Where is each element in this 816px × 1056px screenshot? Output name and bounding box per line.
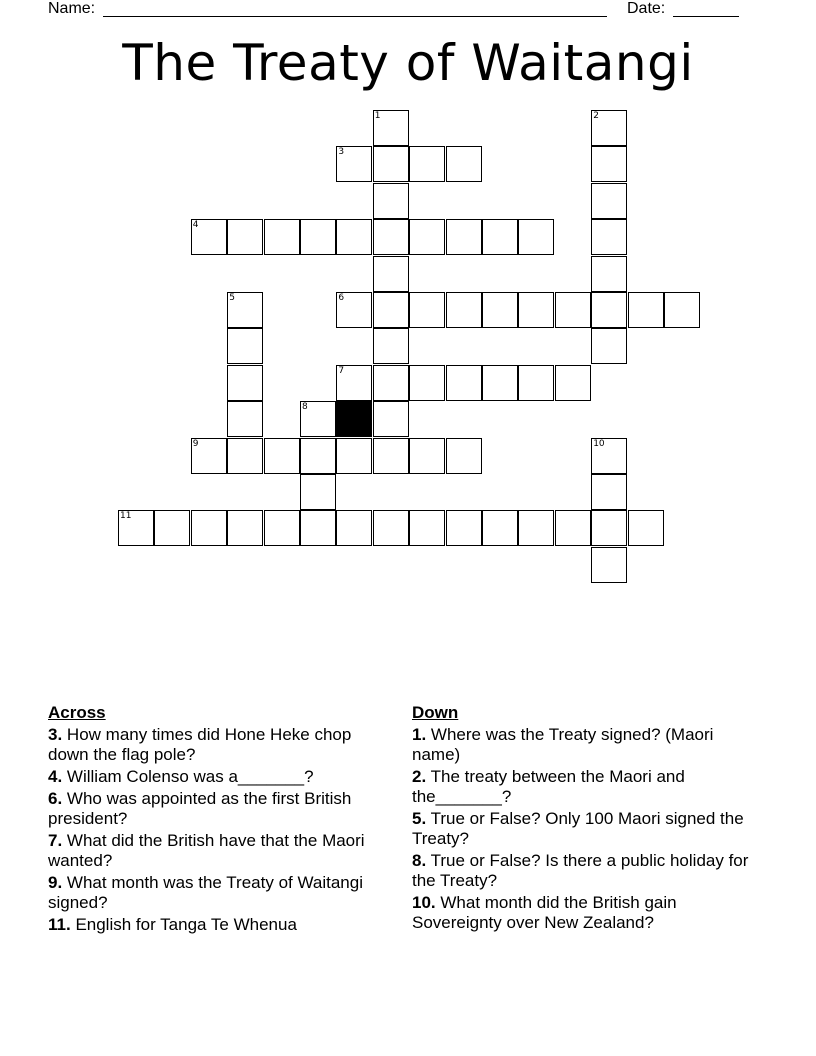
grid-cell[interactable] [373, 365, 409, 401]
grid-cell[interactable] [409, 146, 445, 182]
clue-text: What month did the British gain Sovereignty over New Zealand? [412, 893, 677, 932]
grid-cell[interactable] [191, 438, 227, 474]
clue-text: English for Tanga Te Whenua [75, 915, 297, 934]
grid-cell[interactable] [336, 219, 372, 255]
clue-number: 3. [48, 725, 63, 744]
clue-down-8 [412, 851, 752, 891]
grid-cell[interactable] [373, 328, 409, 364]
grid-cell[interactable] [227, 365, 263, 401]
grid-cell[interactable] [373, 510, 409, 546]
clue-across-4 [48, 767, 378, 787]
grid-cell[interactable] [264, 219, 300, 255]
grid-cell[interactable] [482, 365, 518, 401]
grid-cell[interactable] [373, 438, 409, 474]
grid-cell[interactable] [446, 365, 482, 401]
cell-number: 3 [338, 147, 345, 158]
grid-cell[interactable] [555, 365, 591, 401]
grid-cell[interactable] [591, 110, 627, 146]
grid-cell[interactable] [373, 401, 409, 437]
clue-text: Where was the Treaty signed? (Maori name) [412, 725, 714, 764]
clue-number: 9. [48, 873, 63, 892]
cell-number: 9 [192, 438, 199, 449]
cell-number: 5 [229, 293, 235, 303]
grid-cell[interactable] [446, 146, 482, 182]
grid-cell[interactable] [409, 510, 445, 546]
grid-cell[interactable] [446, 219, 482, 255]
clue-number: 1. [412, 725, 427, 744]
cell-number: 6 [338, 293, 345, 303]
grid-cell[interactable] [300, 510, 336, 546]
grid-cell[interactable] [518, 510, 554, 546]
grid-cell[interactable] [336, 365, 372, 401]
name-label: Name: [48, 0, 96, 17]
grid-cell[interactable] [227, 510, 263, 546]
clue-number: 7. [48, 831, 63, 850]
grid-cell[interactable] [591, 474, 627, 510]
grid-cell[interactable] [409, 365, 445, 401]
down-heading: Down [412, 703, 459, 722]
clue-down-2 [412, 767, 752, 807]
cell-number: 4 [192, 220, 199, 231]
clue-number: 11. [48, 915, 71, 934]
clue-number: 2. [412, 767, 427, 786]
grid-cell[interactable] [191, 510, 227, 546]
grid-cell[interactable] [628, 292, 664, 328]
clue-across-3 [48, 725, 378, 765]
grid-cell[interactable] [191, 219, 227, 255]
grid-cell[interactable] [555, 292, 591, 328]
clue-text: William Colenso was a_______? [66, 767, 314, 786]
clue-number: 5. [412, 809, 427, 828]
clue-number: 10. [412, 893, 436, 912]
cell-number: 11 [120, 511, 132, 522]
clue-across-7 [48, 831, 378, 871]
date-label: Date: [627, 0, 666, 17]
grid-cell[interactable] [300, 438, 336, 474]
clue-text: What did the British have that the Maori wanted? [48, 831, 365, 870]
grid-cell[interactable] [227, 219, 263, 255]
clue-across-11 [48, 915, 378, 935]
date-field[interactable] [673, 16, 739, 17]
down-clues [412, 703, 752, 935]
grid-cell[interactable] [336, 510, 372, 546]
grid-cell[interactable] [482, 219, 518, 255]
grid-cell[interactable] [227, 438, 263, 474]
grid-cell[interactable] [300, 219, 336, 255]
across-heading: Across [48, 703, 106, 722]
grid-cell[interactable] [482, 292, 518, 328]
cell-number: 1 [374, 111, 381, 121]
clue-text: What month was the Treaty of Waitangi signed? [48, 873, 363, 912]
cell-number: 10 [593, 438, 605, 449]
cell-number: 7 [338, 365, 345, 376]
clue-text: The treaty between the Maori and the_______? [412, 767, 685, 806]
grid-cell[interactable] [591, 438, 627, 474]
grid-cell[interactable] [591, 510, 627, 546]
grid-cell[interactable] [409, 219, 445, 255]
grid-cell[interactable] [518, 219, 554, 255]
worksheet-header [48, 0, 740, 20]
grid-cell[interactable] [591, 292, 627, 328]
grid-cell[interactable] [373, 292, 409, 328]
grid-cell[interactable] [446, 438, 482, 474]
clue-text: True or False? Is there a public holiday for the Treaty? [412, 851, 749, 890]
clue-number: 6. [48, 789, 63, 808]
grid-cell[interactable] [446, 292, 482, 328]
grid-cell[interactable] [373, 146, 409, 182]
grid-block [336, 401, 372, 437]
grid-cell[interactable] [591, 547, 627, 583]
grid-cell[interactable] [300, 474, 336, 510]
grid-cell[interactable] [628, 510, 664, 546]
grid-cell[interactable] [118, 510, 154, 546]
clue-across-9 [48, 873, 378, 913]
grid-cell[interactable] [227, 328, 263, 364]
grid-cell[interactable] [336, 438, 372, 474]
grid-cell[interactable] [264, 510, 300, 546]
grid-cell[interactable] [373, 110, 409, 146]
clue-number: 4. [48, 767, 63, 786]
grid-cell[interactable] [591, 146, 627, 182]
across-clues [48, 703, 378, 937]
name-field[interactable] [103, 16, 607, 17]
clue-text: True or False? Only 100 Maori signed the Treaty? [412, 809, 744, 848]
clue-down-1 [412, 725, 752, 765]
grid-cell[interactable] [300, 401, 336, 437]
grid-cell[interactable] [591, 328, 627, 364]
page-title: The Treaty of Waitangi [122, 34, 694, 92]
grid-cell[interactable] [373, 183, 409, 219]
grid-cell[interactable] [482, 510, 518, 546]
grid-cell[interactable] [518, 292, 554, 328]
grid-cell[interactable] [446, 510, 482, 546]
grid-cell[interactable] [555, 510, 591, 546]
grid-cell[interactable] [409, 438, 445, 474]
grid-cell[interactable] [591, 219, 627, 255]
grid-cell[interactable] [336, 146, 372, 182]
grid-cell[interactable] [154, 510, 190, 546]
clue-text: How many times did Hone Heke chop down the flag pole? [48, 725, 352, 764]
clue-down-5 [412, 809, 752, 849]
grid-cell[interactable] [518, 365, 554, 401]
grid-cell[interactable] [373, 256, 409, 292]
clue-text: Who was appointed as the first British president? [48, 789, 352, 828]
clue-across-6 [48, 789, 378, 829]
grid-cell[interactable] [227, 401, 263, 437]
grid-cell[interactable] [409, 292, 445, 328]
grid-cell[interactable] [336, 292, 372, 328]
cell-number: 2 [593, 111, 599, 121]
clue-number: 8. [412, 851, 427, 870]
grid-cell[interactable] [591, 183, 627, 219]
grid-cell[interactable] [664, 292, 700, 328]
clue-down-10 [412, 893, 752, 933]
grid-cell[interactable] [227, 292, 263, 328]
grid-cell[interactable] [373, 219, 409, 255]
grid-cell[interactable] [264, 438, 300, 474]
cell-number: 8 [302, 402, 308, 413]
grid-cell[interactable] [591, 256, 627, 292]
